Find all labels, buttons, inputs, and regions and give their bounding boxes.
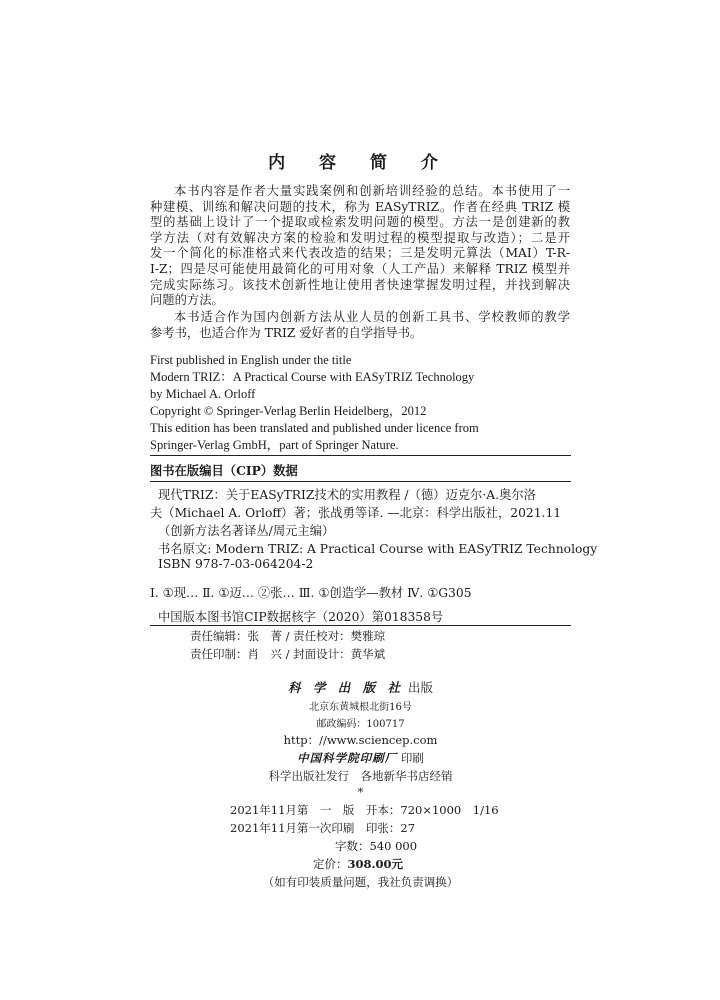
cip-number: 中国版本图书馆CIP数据核字（2020）第018358号: [158, 610, 444, 624]
divider: [150, 625, 571, 626]
publisher-url: http：//www.sciencep.com: [283, 733, 438, 747]
notice-line: by Michael A. Orloff: [150, 387, 256, 401]
publisher-line: [150, 678, 571, 696]
summary-paragraph-2: [150, 310, 570, 341]
printer-line: [150, 750, 571, 766]
summary-line: 学方法（对有效解决方案的检验和发明过程的模型提取与改造）；二是开: [150, 230, 570, 245]
notice-line: Copyright © Springer-Verlag Berlin Heidelberg，2012: [150, 404, 427, 418]
printer-suffix: 印刷: [400, 751, 424, 765]
summary-line: 问题的方法。: [150, 293, 224, 308]
word-count: 字数：540 000: [335, 839, 418, 853]
publisher-address: 北京东黄城根北街16号: [309, 702, 412, 713]
cip-original-title: 书名原文: Modern TRIZ: A Practical Course with EASyTRIZ Technology: [158, 542, 598, 556]
notice-line: Modern TRIZ：A Practical Course with EASyTRIZ Technology: [150, 370, 475, 384]
summary-line: 发一个简化的标准格式来代表改造的结果；三是发明元算法（MAI）T-R-: [150, 246, 570, 261]
notice-line: First published in English under the title: [150, 353, 352, 367]
summary-line: 参考书，也适合作为 TRIZ 爱好者的自学指导书。: [150, 325, 423, 340]
credits-line: 责任编辑：张 菁 / 责任校对：樊雅琼: [190, 629, 386, 643]
divider: [150, 481, 571, 482]
summary-paragraph-1: [150, 184, 570, 309]
publisher-suffix: 出版: [407, 680, 433, 695]
publisher-name: 科 学 出 版 社: [288, 680, 404, 695]
distribution-line: 科学出版社发行 各地新华书店经销: [268, 769, 453, 783]
price-value: 308.00元: [347, 857, 404, 871]
edition-line: 2021年11月第 一 版 开本：720×1000 1/16: [230, 803, 499, 817]
divider: [150, 455, 571, 456]
edition-line: 2021年11月第一次印刷 印张：27: [230, 821, 416, 835]
summary-line: 型的基础上设计了一个提取或检索发明问题的模型。方法一是创建新的教: [150, 215, 570, 230]
cip-series: （创新方法名著译丛/周元主编）: [158, 524, 335, 538]
summary-line: 种建模、训练和解决问题的技术，称为 EASyTRIZ。作者在经典 TRIZ 模: [150, 199, 570, 214]
price-line: [313, 856, 403, 872]
page-title: 内 容 简 介: [268, 153, 452, 173]
english-copyright-notice: [150, 352, 570, 454]
notice-line: This edition has been translated and published under licence from: [150, 421, 479, 435]
cip-isbn: ISBN 978-7-03-064204-2: [158, 557, 314, 571]
credits-line: 责任印制：肖 兴 / 封面设计：黄华斌: [190, 647, 386, 661]
price-label: 定价：: [313, 857, 348, 871]
printer-name: 中国科学院印刷厂: [297, 751, 398, 765]
cip-title-line: 夫（Michael A. Orloff）著；张战勇等译. —北京：科学出版社，2021.11: [150, 506, 562, 520]
publisher-postcode: 邮政编码：100717: [316, 719, 405, 730]
cip-classification: Ⅰ. ①现… Ⅱ. ①迈… ②张… Ⅲ. ①创造学—教材 Ⅳ. ①G305: [150, 586, 472, 600]
separator-mark: *: [357, 785, 364, 799]
notice-line: Springer-Verlag GmbH，part of Springer Nature.: [150, 438, 399, 452]
quality-note: （如有印装质量问题，我社负责调换）: [262, 875, 459, 889]
cip-title-line: 现代TRIZ：关于EASyTRIZ技术的实用教程 /（德）迈克尔·A.奥尔洛: [158, 488, 536, 502]
cip-header: 图书在版编目（CIP）数据: [150, 463, 298, 478]
summary-line: I-Z；四是尽可能使用最简化的可用对象（人工产品）来解释 TRIZ 模型并: [150, 261, 570, 276]
summary-line: 完成实际练习。该技术创新性地让使用者快速掌握发明过程，并找到解决: [150, 277, 570, 292]
summary-line: 本书适合作为国内创新方法从业人员的创新工具书、学校教师的教学: [174, 310, 570, 324]
summary-line: 本书内容是作者大量实践案例和创新培训经验的总结。本书使用了一: [174, 184, 570, 198]
